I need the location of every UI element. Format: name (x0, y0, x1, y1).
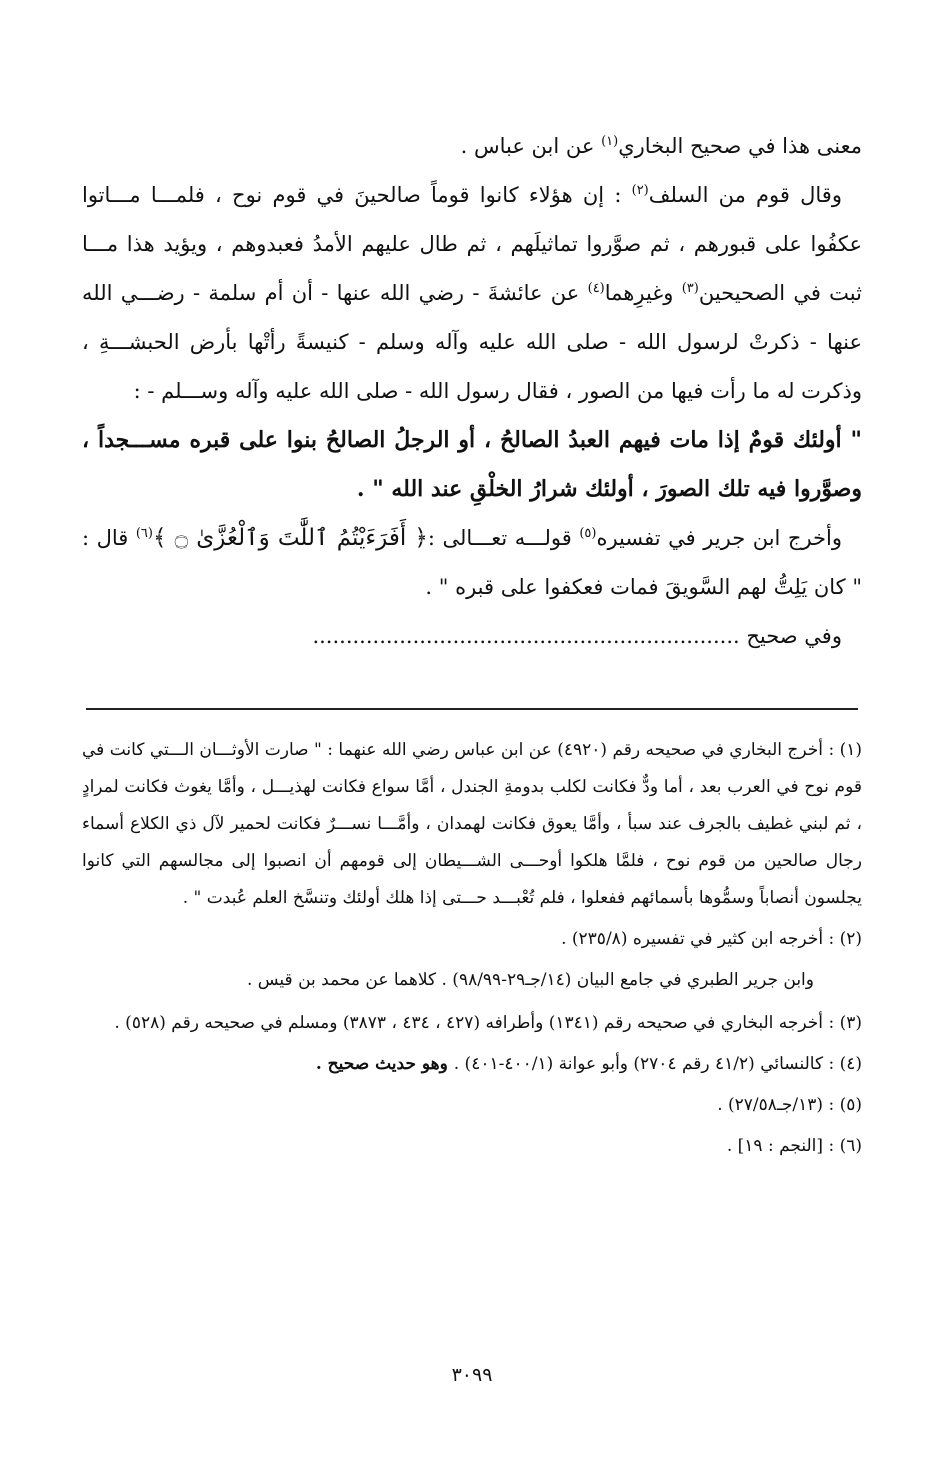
footnote-ref-4: (٤) (587, 281, 605, 296)
footnote-5 (82, 1087, 862, 1124)
footnote-2 (82, 921, 862, 958)
hadith-quote: " أولئك قومٌ إذا مات فيهم العبدُ الصالحُ ، أو الرجلُ الصالحُ بنوا على قبره مســـجداً ، وصوَّروا فيه تلك الصورَ ، أولئك شرارُ الخلْقِ عند الله " . (82, 427, 862, 502)
main-text-span: : إن هؤلاء كانوا قوماً صالحينَ في قوم نوح ، فلمـــا مـــاتوا عكفُوا على قبورهم ، ثم صوَّروا تماثيلَهم ، ثم طال عليهم الأمدُ فعبدوهم ، ويؤيد هذا مـــا ثبت في الصحيحين (82, 183, 862, 305)
main-text-body (82, 122, 862, 661)
main-text-span: معنى هذا في صحيح البخاري (618, 134, 862, 158)
page-number: ٣٠٩٩ (451, 1364, 493, 1386)
main-text-span: وقال قوم من السلف (648, 183, 842, 207)
paragraph-ibn-jarir (82, 514, 862, 612)
main-text-span: وأخرج ابن جرير في تفسيره (596, 526, 843, 550)
footnote-label: (٤) : (828, 1054, 862, 1074)
main-line-1 (82, 122, 862, 171)
footnote-divider (86, 708, 858, 710)
footnote-text: (١٣/جـ٢٧/٥٨) . (717, 1095, 824, 1115)
footnote-label: (٢) : (828, 929, 862, 949)
footnotes-section (82, 732, 862, 1169)
main-text-span: عن عائشةَ - رضي الله عنها - أن أم سلمة - رضـــي الله عنها - ذكرتْ لرسول الله - صلى الله عليه وآله وسلم - كنيسةً رأتْها بأرض الحبشـــةِ ، وذكرت له ما رأت فيها من الصور ، فقال رسول الله - صلى الله عليه وآله وســـلم - : (82, 281, 862, 403)
footnote-4 (82, 1046, 862, 1083)
main-text-span: قال : " كان يَلِتُّ لهم السَّويقَ فمات فعكفوا على قبره " . (82, 526, 862, 599)
footnote-label: (٣) : (828, 1013, 862, 1033)
footnote-text: أخرج البخاري في صحيحه رقم (٤٩٢٠) عن ابن عباس رضي الله عنهما : " صارت الأوثـــان الـــتي كانت في قوم نوح في العرب بعد ، أما ودٌّ فكانت لكلب بدومةِ الجندل ، أمَّا سواع فكانت لهذيـــل ، وأمَّا يغوث فكانت لمرادٍ ، ثم لبني غطيف بالجرف عند سبأ ، وأمَّا يعوق فكانت لهمدان ، وأمَّـــا نســـرٌ فكانت لحمير لآل ذي الكلاع أسماء رجال صالحين من قوم نوح ، فلمَّا هلكوا أوحـــى الشـــيطان إلى قومهم أن انصبوا إلى مجالسهم التي كانوا يجلسون أنصاباً وسمُّوها بأسمائهم ففعلوا ، فلم تُعْبـــد حـــتى إذا هلك أولئك وتنسَّخ العلم عُبدت " . (82, 740, 862, 908)
continuation-line: وفي صحيح ................................................................ (312, 624, 842, 648)
footnote-label: (١) : (828, 740, 863, 760)
footnote-text: [النجم : ١٩] . (726, 1136, 824, 1156)
footnote-label: (٥) : (828, 1095, 862, 1115)
footnote-1 (82, 732, 862, 917)
footnote-emphasis: وهو حديث صحيح . (315, 1054, 454, 1074)
footnote-ref-1: (١) (601, 134, 619, 149)
footnote-label: (٦) : (828, 1136, 862, 1156)
paragraph-salaf (82, 171, 862, 416)
main-text-span: قولـــه تعـــالى : (427, 526, 580, 550)
main-text-span: وغيرِهما (604, 281, 682, 305)
main-text-span: عن ابن عباس . (460, 134, 602, 158)
footnote-text: كالنسائي (٤١/٢ رقم ٢٧٠٤) وأبو عوانة (٤٠٠/١-٤٠١) . (453, 1054, 824, 1074)
footnote-text: أخرجه ابن كثير في تفسيره (٢٣٥/٨) . (561, 929, 824, 949)
footnote-text: أخرجه البخاري في صحيحه رقم (١٣٤١) وأطرافه (٤٢٧ ، ٤٣٤ ، ٣٨٧٣) ومسلم في صحيحه رقم (٥٢٨) . (114, 1013, 824, 1033)
quran-verse: ﴿ أَفَرَءَيْتُمُ ٱللَّٰتَ وَٱلْعُزَّىٰ ۝ ﴾ (152, 525, 428, 551)
footnote-6 (82, 1128, 862, 1165)
footnote-ref-2: (٢) (631, 183, 649, 198)
footnote-3 (82, 1005, 862, 1042)
footnote-2-continuation: وابن جرير الطبري في جامع البيان (١٤/جـ٢٩-٩٨/٩٩) . كلاهما عن محمد بن قيس . (246, 970, 814, 990)
footnote-ref-5: (٥) (579, 526, 597, 541)
footnote-ref-6: (٦) (135, 526, 153, 541)
footnote-ref-3: (٣) (681, 281, 699, 296)
